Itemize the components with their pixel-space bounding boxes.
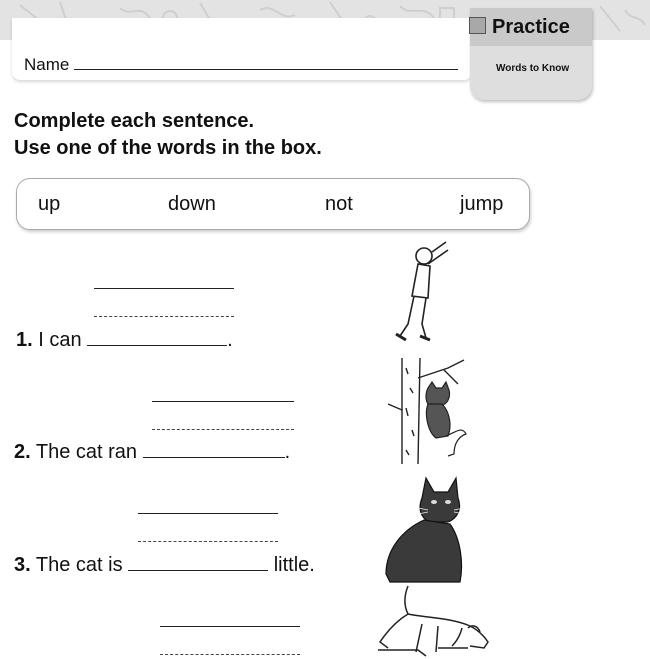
answer-blank[interactable] — [143, 456, 285, 458]
sentence-end: little. — [273, 554, 315, 576]
sentence-1 — [16, 329, 233, 352]
writing-line-top[interactable] — [138, 513, 278, 514]
writing-line-top[interactable] — [160, 626, 300, 627]
word-jump: jump — [460, 193, 504, 215]
sitting-cat-picture — [384, 474, 466, 584]
name-label: Name — [24, 55, 70, 74]
practice-square-icon — [469, 17, 486, 34]
name-area — [12, 18, 472, 80]
instruction-line-1: Complete each sentence. — [14, 110, 255, 132]
sentence-text: The cat ran — [35, 441, 138, 463]
word-not: not — [325, 193, 353, 215]
item-number: 3. — [14, 554, 31, 576]
sentence-2 — [14, 441, 290, 464]
practice-title: Practice — [492, 16, 570, 38]
writing-line-top[interactable] — [152, 401, 294, 402]
writing-line-mid[interactable] — [94, 316, 234, 317]
dog-sniffing-picture — [378, 584, 490, 659]
item-number: 2. — [14, 441, 31, 463]
writing-line-top[interactable] — [94, 288, 234, 289]
writing-line-mid[interactable] — [160, 654, 300, 655]
sentence-3 — [14, 554, 315, 577]
word-box — [16, 178, 530, 230]
writing-line-mid[interactable] — [152, 429, 294, 430]
sentence-text: I can — [38, 329, 82, 351]
answer-blank[interactable] — [128, 569, 268, 571]
name-input-line[interactable] — [74, 69, 458, 70]
cat-in-tree-picture — [388, 358, 474, 464]
boy-jumping-picture — [392, 240, 462, 352]
answer-blank[interactable] — [87, 344, 227, 346]
sentence-end: . — [284, 441, 291, 463]
instruction-line-2: Use one of the words in the box. — [14, 137, 322, 159]
word-down: down — [168, 193, 216, 215]
item-number: 1. — [16, 329, 33, 351]
word-up: up — [38, 193, 61, 215]
sentence-end: . — [227, 329, 233, 351]
section-label: Words to Know — [496, 63, 570, 74]
sentence-text: The cat is — [35, 554, 123, 576]
writing-line-mid[interactable] — [138, 541, 278, 542]
